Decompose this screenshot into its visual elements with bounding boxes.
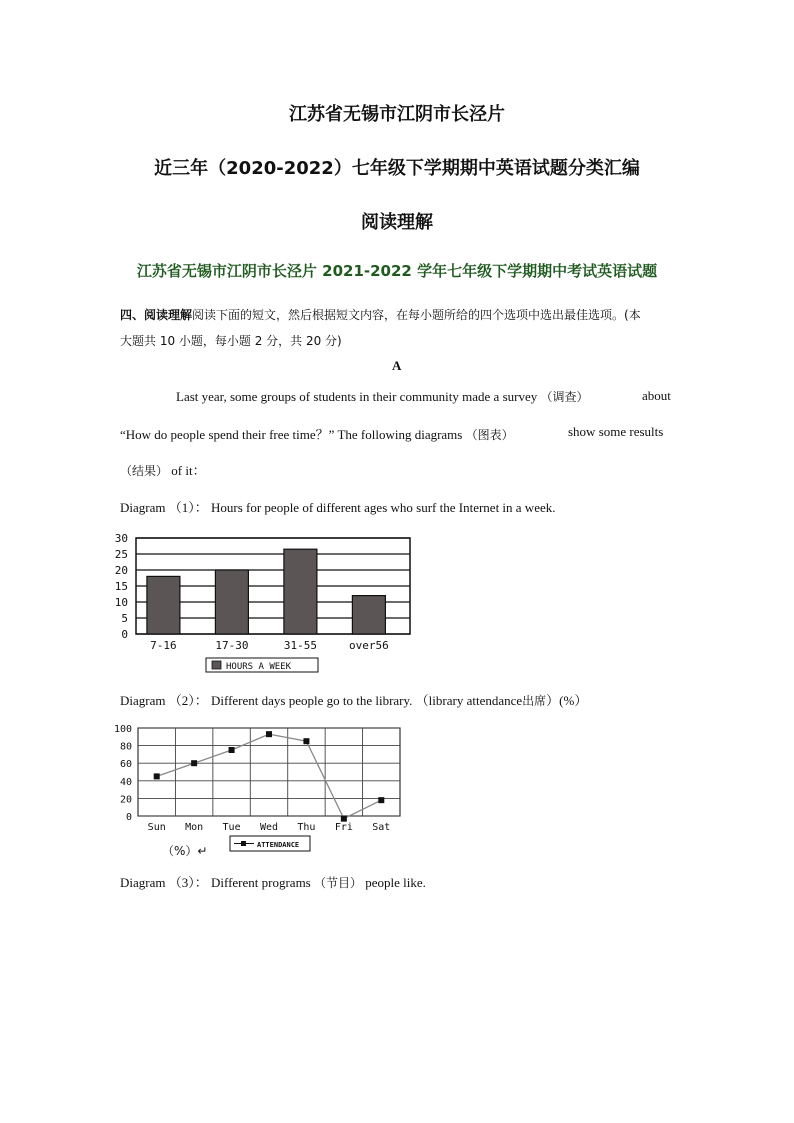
section-instructions-line-1 <box>120 306 641 323</box>
bar <box>147 576 180 634</box>
data-point <box>303 738 309 744</box>
passage-line-3 <box>120 460 206 479</box>
y-tick-label: 20 <box>114 564 128 577</box>
legend-label: HOURS A WEEK <box>226 662 292 672</box>
gloss-diagrams: （图表） <box>465 428 514 442</box>
bar <box>215 570 248 634</box>
y-tick-label: 20 <box>119 794 132 806</box>
passage-text: Last year, some groups of students in their community made a survey <box>176 389 538 404</box>
diagram-1-bar-chart <box>112 528 422 678</box>
diagram-3-gloss: （节目） <box>314 876 363 890</box>
doc-title-line-1: 江苏省无锡市江阴市长泾片 <box>289 104 505 125</box>
legend-label: ATTENDANCE <box>257 841 300 849</box>
section-heading: 四、阅读理解 <box>120 308 193 322</box>
data-point <box>191 760 197 766</box>
passage-text: of it： <box>171 463 206 478</box>
x-tick-label: 17-30 <box>215 639 249 652</box>
x-tick-label: Mon <box>185 822 204 833</box>
diagram-3-text-end: people like. <box>365 875 426 890</box>
y-tick-label: 60 <box>119 759 132 771</box>
data-point <box>154 773 160 779</box>
passage-text: show some results <box>568 424 664 439</box>
diagram-1-caption <box>120 497 555 516</box>
legend-marker <box>241 841 246 846</box>
passage-label: A <box>392 358 402 373</box>
y-tick-label: 25 <box>114 548 128 561</box>
passage-line-2 <box>120 424 514 443</box>
diagram-2-label: Diagram （2）： <box>120 693 208 708</box>
data-point <box>378 797 384 803</box>
y-tick-label: 40 <box>119 776 132 788</box>
gloss-results: （结果） <box>120 464 169 478</box>
y-tick-label: 0 <box>125 812 132 823</box>
data-point <box>266 731 272 737</box>
x-tick-label: 31-55 <box>283 639 317 652</box>
diagram-3-caption <box>120 872 426 891</box>
y-tick-label: 0 <box>121 628 128 641</box>
diagram-1-label: Diagram （1）： <box>120 500 208 515</box>
diagram-2-caption <box>120 690 587 709</box>
diagram-2-unit-note: （%）↵ <box>162 844 208 858</box>
x-tick-label: over56 <box>349 639 389 652</box>
instructions-text-1: 阅读下面的短文，然后根据短文内容，在每小题所给的四个选项中选出最佳选项。(本 <box>192 308 641 322</box>
doc-title-line-3: 阅读理解 <box>361 212 433 233</box>
diagram-2-line-chart <box>112 720 412 855</box>
y-tick-label: 100 <box>113 724 132 735</box>
exam-title: 江苏省无锡市江阴市长泾片 2021-2022 学年七年级下学期期中考试英语试题 <box>136 262 658 280</box>
section-instructions-line-2: 大题共 10 小题，每小题 2 分，共 20 分) <box>120 334 342 348</box>
diagram-1-text: Hours for people of different ages who surf the Internet in a week. <box>210 500 556 515</box>
bar <box>352 596 385 634</box>
y-tick-label: 5 <box>121 612 128 625</box>
data-point <box>229 747 235 753</box>
x-tick-label: Sun <box>147 822 166 833</box>
passage-line-1 <box>176 388 589 405</box>
data-point <box>341 816 347 822</box>
diagram-2-gloss: 出席 <box>522 694 547 708</box>
diagram-3-label: Diagram （3）： <box>120 875 208 890</box>
y-tick-label: 15 <box>114 580 128 593</box>
x-tick-label: Fri <box>334 822 353 833</box>
y-tick-label: 10 <box>114 596 128 609</box>
gloss-survey: （调查） <box>540 390 589 404</box>
plot-area <box>138 728 400 816</box>
doc-title-line-2: 近三年（2020-2022）七年级下学期期中英语试题分类汇编 <box>154 158 640 179</box>
passage-text: about <box>642 388 671 403</box>
bar <box>284 549 317 634</box>
y-tick-label: 80 <box>119 741 132 753</box>
x-tick-label: Tue <box>222 822 241 833</box>
x-tick-label: Thu <box>297 822 316 833</box>
y-tick-label: 30 <box>114 532 128 545</box>
x-tick-label: Wed <box>259 822 279 833</box>
diagram-3-text: Different programs <box>210 875 311 890</box>
diagram-2-text-end: ）(%） <box>546 693 588 708</box>
x-tick-label: Sat <box>372 822 391 833</box>
diagram-2-text: Different days people go to the library. （library attendance <box>210 693 523 708</box>
x-tick-label: 7-16 <box>150 639 177 652</box>
legend-swatch <box>212 661 221 669</box>
passage-text: “How do people spend their free time？” The following diagrams <box>120 427 463 442</box>
